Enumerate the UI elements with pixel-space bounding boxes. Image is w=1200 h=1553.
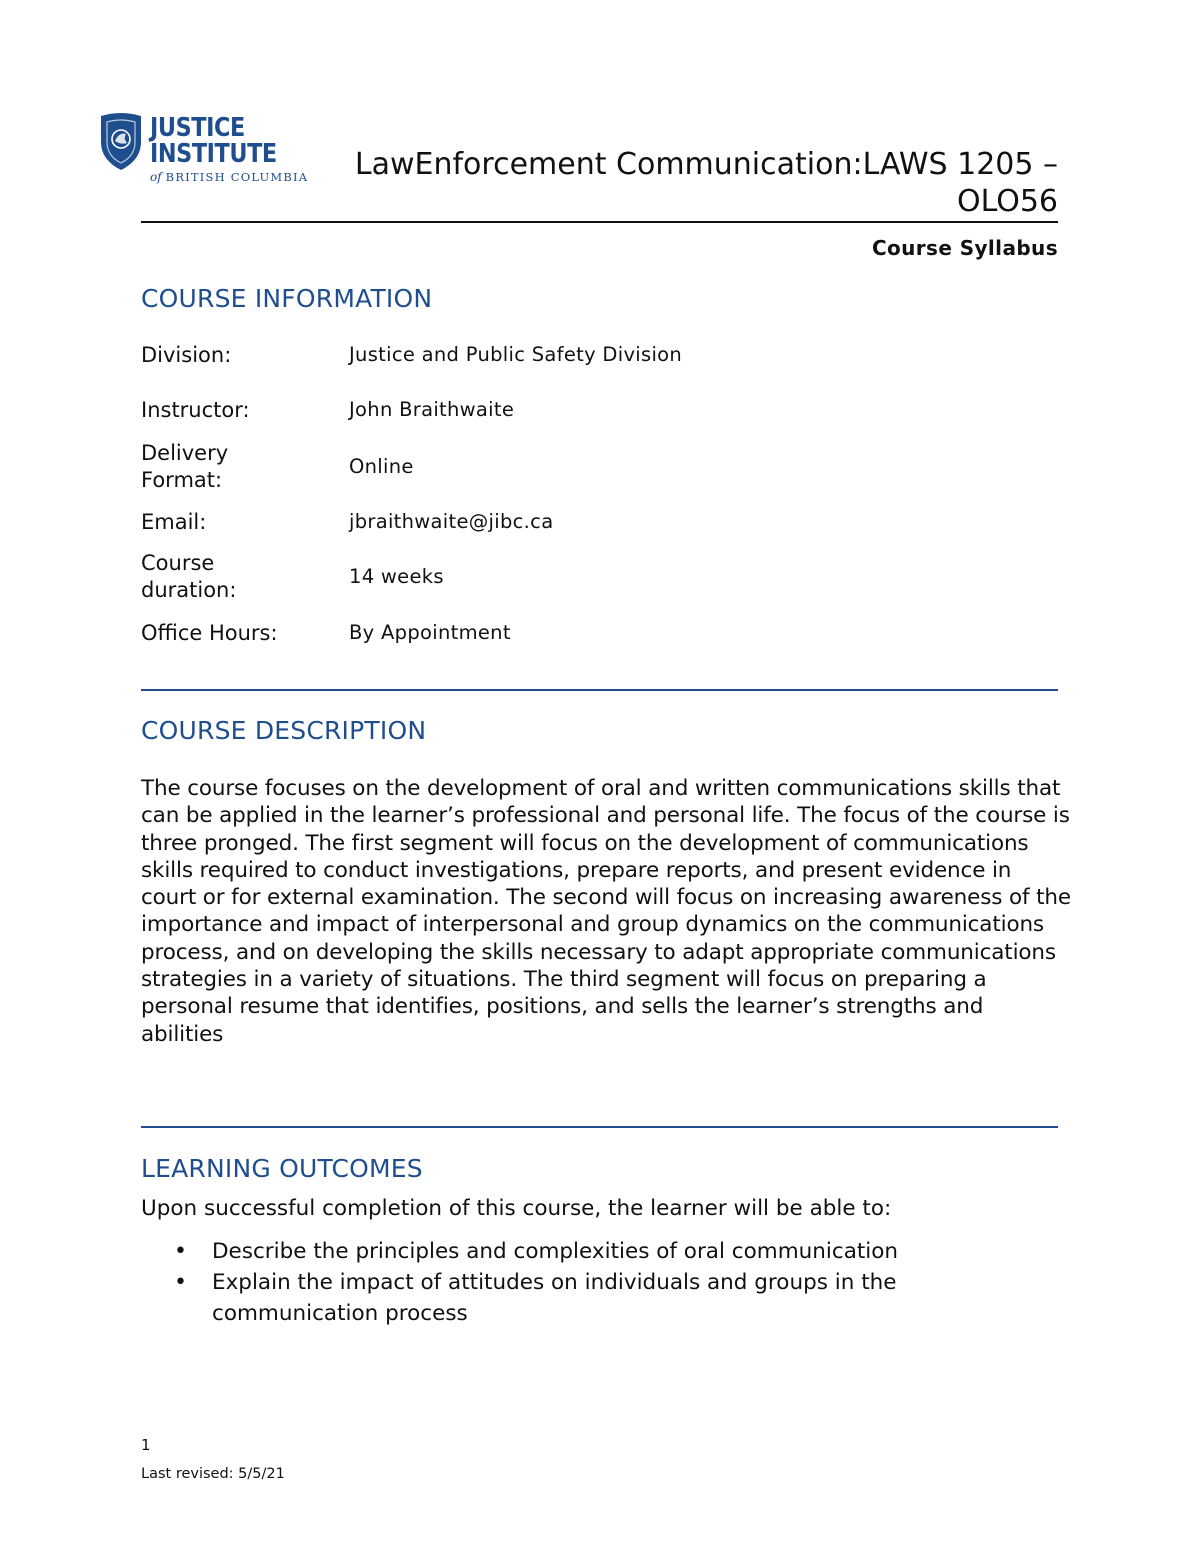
page-number: 1 bbox=[141, 1436, 151, 1454]
header-divider bbox=[141, 221, 1058, 223]
list-item bbox=[141, 1267, 1058, 1329]
crest-shield-icon bbox=[98, 112, 144, 172]
info-value: Online bbox=[349, 455, 414, 478]
document-title-line2: OLO56 bbox=[956, 184, 1058, 219]
info-label: Email: bbox=[141, 510, 207, 534]
learning-outcomes-intro: Upon successful completion of this course, the learner will be able to: bbox=[141, 1196, 892, 1221]
course-description-heading: COURSE DESCRIPTION bbox=[141, 716, 427, 745]
section-divider bbox=[141, 689, 1058, 691]
info-label: Course duration: bbox=[141, 551, 237, 602]
info-value: John Braithwaite bbox=[349, 398, 515, 421]
document-subtitle: Course Syllabus bbox=[871, 236, 1058, 260]
info-label: Office Hours: bbox=[141, 621, 278, 645]
info-value: By Appointment bbox=[349, 621, 511, 644]
learning-outcomes-list bbox=[141, 1236, 1058, 1329]
learning-outcomes-heading: LEARNING OUTCOMES bbox=[141, 1154, 423, 1183]
logo-text-bc bbox=[150, 170, 308, 184]
bullet-icon: • bbox=[174, 1270, 187, 1295]
email-link[interactable]: jbraithwaite@jibc.ca bbox=[349, 510, 554, 533]
section-divider bbox=[141, 1126, 1058, 1128]
info-label: Division: bbox=[141, 343, 232, 367]
list-item-text: Explain the impact of attitudes on individuals and groups in the communication process bbox=[212, 1270, 897, 1326]
document-title bbox=[300, 146, 1058, 220]
logo-text-of: of bbox=[150, 170, 162, 184]
logo-text-british-columbia: BRITISH COLUMBIA bbox=[165, 170, 309, 184]
course-information-heading: COURSE INFORMATION bbox=[141, 284, 433, 313]
info-label: Instructor: bbox=[141, 398, 250, 422]
jibc-logo bbox=[98, 112, 308, 192]
logo-text-institute: INSTITUTE bbox=[150, 139, 277, 169]
last-revised: Last revised: 5/5/21 bbox=[141, 1466, 285, 1482]
bullet-icon: • bbox=[174, 1239, 187, 1264]
info-label: Delivery Format: bbox=[141, 441, 229, 492]
list-item-text: Describe the principles and complexities of oral communication bbox=[212, 1239, 899, 1264]
list-item bbox=[141, 1236, 1058, 1267]
info-value: Justice and Public Safety Division bbox=[349, 343, 683, 366]
document-title-line1: LawEnforcement Communication:LAWS 1205 – bbox=[354, 147, 1058, 182]
course-description-text: The course focuses on the development of oral and written communications skills that can be applied in the learner’s professional and personal life. The focus of the course is three pronged. The first segment will focus on the development of communications skills required to conduct investigations, prepare reports, and present evidence in court or for external examination. The second will focus on increasing awareness of the importance and impact of interpersonal and group dynamics on the communications process, and on developing the skills necessary to adapt appropriate communications strategies in a variety of situations. The third segment will focus on preparing a personal resume that identifies, positions, and sells the learner’s strengths and abilities bbox=[141, 776, 1071, 1047]
logo-text-justice: JUSTICE bbox=[150, 113, 245, 143]
info-value: 14 weeks bbox=[349, 565, 444, 588]
